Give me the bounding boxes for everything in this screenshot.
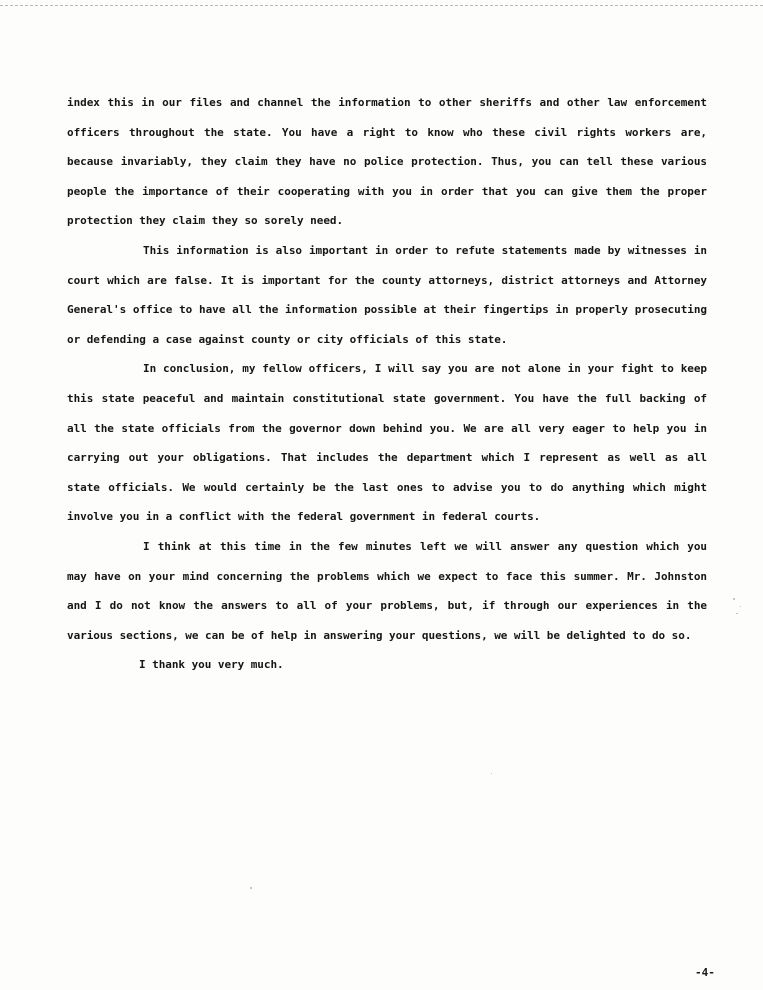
paragraph-4: I think at this time in the few minutes left we will answer any question which you may have on your mind concerning the problems which we expect to face this summer. Mr. Johnston and I do not know the answers to all of your problems, but, if through our experiences in the various sections, we can be of help in answering your questions, we will be delighted to do so. (67, 539, 707, 642)
page-top-edge (0, 0, 763, 6)
paragraph-2: This information is also important in order to refute statements made by witnesses in court which are false. It is important for the county attorneys, district attorneys and Attorney General's office to have all the information possible at their fingertips in properly prosecuting or defending a case against county or city officials of this state. (67, 243, 707, 346)
scan-speck (491, 773, 492, 774)
page-number: -4- (695, 966, 715, 979)
paragraph-1: index this in our files and channel the information to other sheriffs and other law enforcement officers throughout the state. You have a right to know who these civil rights workers are, because invariably, they claim they have no police protection. Thus, you can tell these various people the importance of their cooperating with you in order that you can give them the proper protection they claim they so sorely need. (67, 96, 707, 228)
paragraph-3: In conclusion, my fellow officers, I will say you are not alone in your fight to keep this state peaceful and maintain constitutional state government. You have the full backing of all the state officials from the governor down behind you. We are all very eager to help you in carrying out your obligations. That includes the department which I represent as well as all state officials. We would certainly be the last ones to advise you to do anything which might involve you in a conflict with the federal government in federal courts. (67, 362, 707, 524)
scan-speck (250, 887, 252, 889)
scan-speck (733, 598, 735, 600)
closing-line: I thank you very much. (139, 658, 284, 672)
document-body (67, 88, 707, 680)
scan-speck (740, 606, 741, 607)
scan-speck (736, 613, 738, 614)
